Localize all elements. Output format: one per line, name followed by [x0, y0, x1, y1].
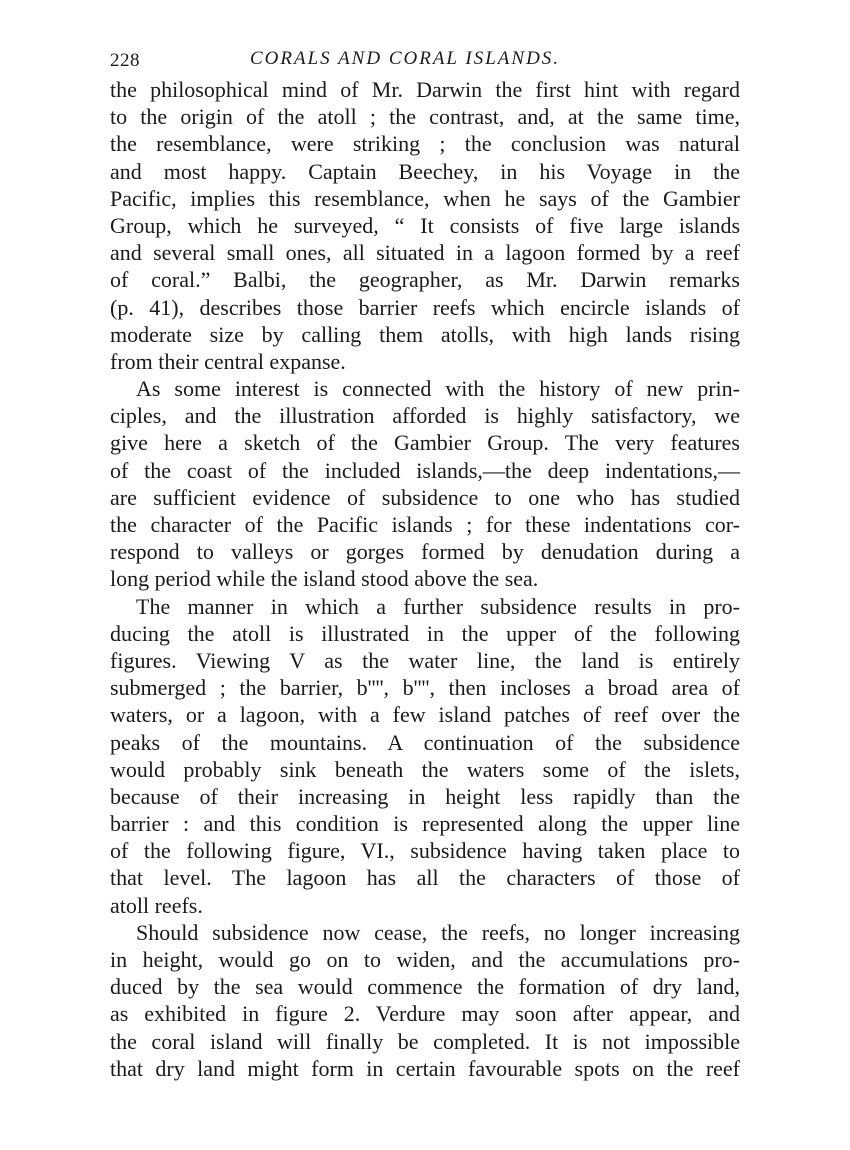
page-header — [110, 42, 740, 76]
text-line: give here a sketch of the Gambier Group. The very features — [110, 430, 740, 456]
text-line: in height, would go on to widen, and the accumulations pro- — [110, 947, 740, 972]
text-line: Should subsidence now cease, the reefs, no longer increasing — [136, 919, 740, 945]
text-line: figures. Viewing V as the water line, the land is entirely — [110, 647, 740, 673]
text-line: (p. 41), describes those barrier reefs which encircle islands of — [110, 294, 740, 320]
text-line: to the origin of the atoll ; the contrast, and, at the same time, — [110, 104, 740, 130]
text-line: Group, which he surveyed, “ It consists of five large islands — [110, 212, 740, 238]
text-line: Pacific, implies this resemblance, when he says of the Gambier — [110, 185, 740, 211]
text-line: and several small ones, all situated in a lagoon formed by a reef — [110, 240, 740, 266]
page-number: 228 — [110, 50, 140, 71]
text-line: ciples, and the illustration afforded is highly satisfactory, we — [110, 403, 740, 429]
paragraph-2 — [110, 375, 740, 593]
text-line: long period while the island stood above the sea. — [110, 566, 539, 592]
text-line: the coral island will finally be completed. It is not impossible — [110, 1028, 740, 1054]
text-line: peaks of the mountains. A continuation of the subsidence — [110, 729, 740, 755]
text-line: moderate size by calling them atolls, with high lands rising — [110, 321, 740, 347]
text-line: of the coast of the included islands,—the deep indentations,— — [110, 457, 740, 483]
text-line: submerged ; the barrier, b'''', b'''', then incloses a broad area of — [110, 675, 740, 701]
text-line: The manner in which a further subsidence results in pro- — [136, 593, 740, 619]
text-line: because of their increasing in height less rapidly than the — [110, 783, 740, 809]
text-line: as exhibited in figure 2. Verdure may soon after appear, and — [110, 1001, 740, 1027]
text-line: barrier : and this condition is represented along the upper line — [110, 811, 740, 837]
text-line: respond to valleys or gorges formed by denudation during a — [110, 539, 740, 565]
text-line: that level. The lagoon has all the characters of those of — [110, 865, 740, 891]
text-line: of the following figure, VI., subsidence having taken place to — [110, 838, 740, 864]
text-line: that dry land might form in certain favourable spots on the reef — [110, 1055, 740, 1081]
running-title: CORALS AND CORAL ISLANDS. — [250, 48, 561, 69]
text-line: the philosophical mind of Mr. Darwin the first hint with regard — [110, 77, 740, 102]
text-line: atoll reefs. — [110, 892, 203, 918]
text-line: are sufficient evidence of subsidence to one who has studied — [110, 484, 740, 510]
text-line: would probably sink beneath the waters some of the islets, — [110, 756, 740, 782]
text-line: the resemblance, were striking ; the conclusion was natural — [110, 131, 740, 157]
text-line: from their central expanse. — [110, 348, 346, 374]
book-page — [110, 42, 740, 1082]
body-text — [110, 76, 740, 1082]
text-line: ducing the atoll is illustrated in the upper of the following — [110, 620, 740, 646]
text-line: of coral.” Balbi, the geographer, as Mr. Darwin remarks — [110, 267, 740, 293]
paragraph-1 — [110, 76, 740, 375]
text-line: the character of the Pacific islands ; for these indentations cor- — [110, 512, 740, 537]
text-line: and most happy. Captain Beechey, in his Voyage in the — [110, 158, 740, 184]
text-line: duced by the sea would commence the formation of dry land, — [110, 974, 740, 1000]
text-line: waters, or a lagoon, with a few island patches of reef over the — [110, 702, 740, 728]
text-line: As some interest is connected with the history of new prin- — [136, 376, 740, 402]
paragraph-4 — [110, 919, 740, 1082]
paragraph-3 — [110, 593, 740, 919]
